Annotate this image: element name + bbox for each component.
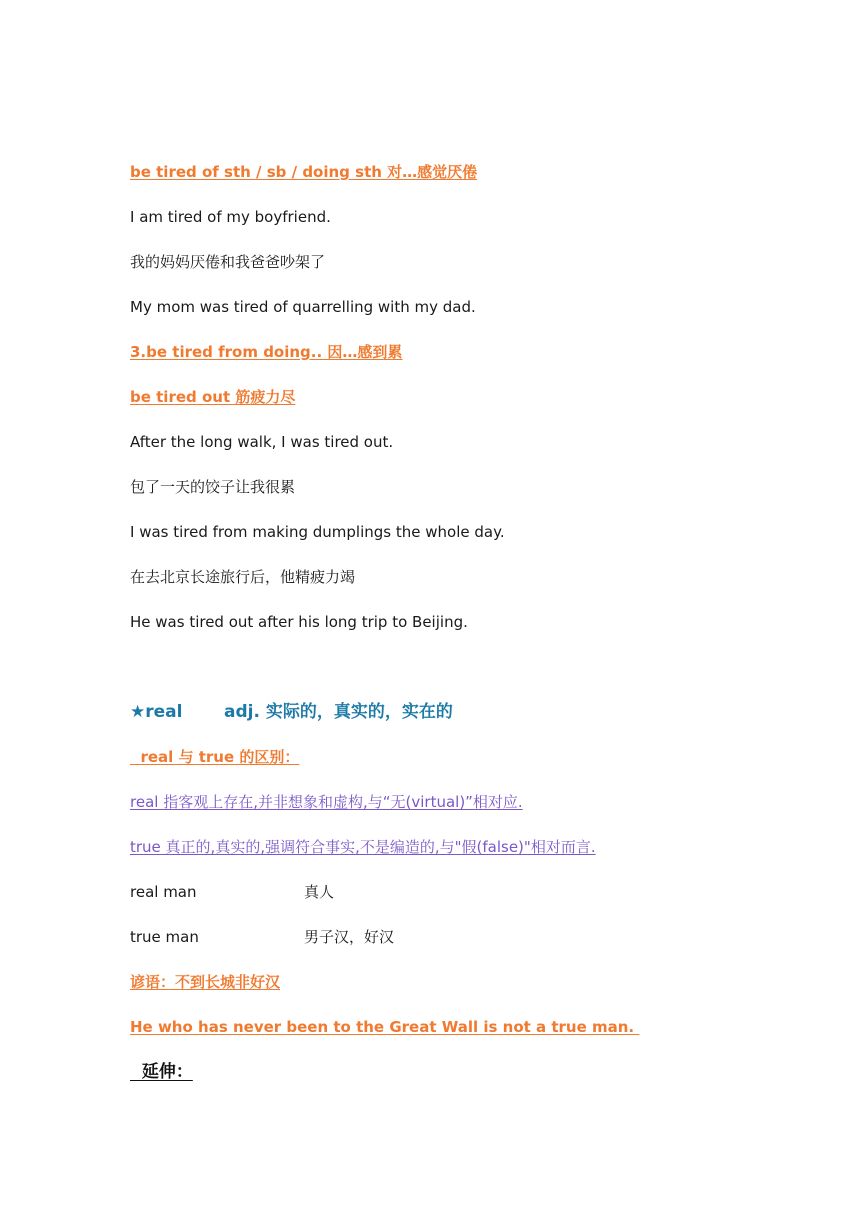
- term-english: real man: [130, 883, 197, 901]
- comparison-heading: real 与 true 的区别：: [130, 748, 300, 766]
- vocab-word: ★real: [130, 702, 183, 722]
- vocab-definition: adj. 实际的，真实的，实在的: [224, 702, 453, 722]
- phrase-heading-tired-of: be tired of sth / sb / doing sth 对…感觉厌倦: [130, 163, 478, 181]
- example-sentence: After the long walk, I was tired out.: [130, 433, 394, 451]
- real-explanation: real 指客观上存在,并非想象和虚构,与“无(virtual)”相对应.: [130, 793, 523, 811]
- proverb-translation: He who has never been to the Great Wall is not a true man.: [130, 1018, 640, 1036]
- chinese-prompt: 包了一天的饺子让我很累: [130, 478, 296, 496]
- example-sentence: I am tired of my boyfriend.: [130, 208, 331, 226]
- phrase-heading-tired-from: 3.be tired from doing.. 因…感到累: [130, 343, 403, 361]
- term-chinese: 真人: [304, 883, 335, 901]
- chinese-prompt: 我的妈妈厌倦和我爸爸吵架了: [130, 253, 326, 271]
- proverb-heading: 谚语：不到长城非好汉: [130, 973, 281, 991]
- term-chinese: 男子汉，好汉: [304, 928, 395, 946]
- example-sentence: I was tired from making dumplings the whole day.: [130, 523, 505, 541]
- extension-heading: 延伸：: [130, 1062, 193, 1082]
- vocab-heading-real: [130, 702, 453, 722]
- term-pair-real-man: [130, 882, 334, 902]
- example-sentence: My mom was tired of quarrelling with my dad.: [130, 298, 476, 316]
- example-sentence: He was tired out after his long trip to Beijing.: [130, 613, 468, 631]
- term-english: true man: [130, 928, 199, 946]
- phrase-heading-tired-out: be tired out 筋疲力尽: [130, 388, 296, 406]
- term-pair-true-man: [130, 927, 394, 947]
- chinese-prompt: 在去北京长途旅行后，他精疲力竭: [130, 568, 356, 586]
- true-explanation: true 真正的,真实的,强调符合事实,不是编造的,与"假(false)"相对而言.: [130, 838, 596, 856]
